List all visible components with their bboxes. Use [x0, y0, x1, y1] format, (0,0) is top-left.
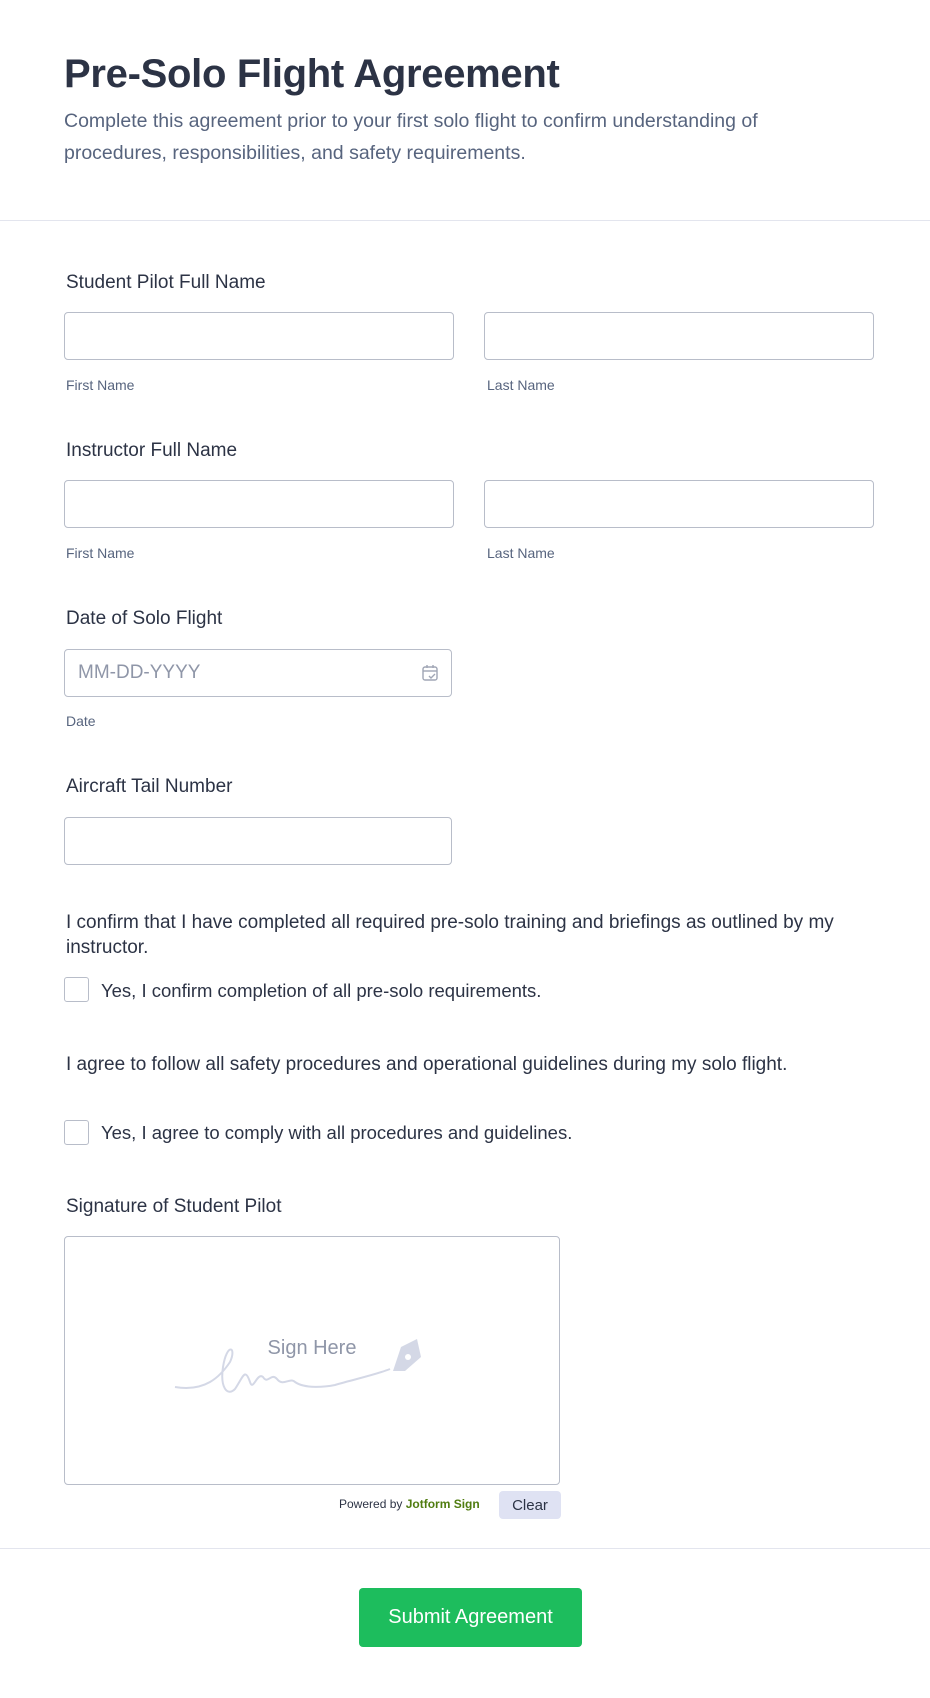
jotform-sign-link[interactable]: Jotform Sign [405, 1497, 480, 1511]
agree-safety-question: I agree to follow all safety procedures and operational guidelines during my solo flight. [66, 1054, 788, 1075]
solo-date-sublabel: Date [66, 713, 96, 729]
page-subtitle: Complete this agreement prior to your first solo flight to confirm understanding of procedures, responsibilities, and safety requirements. [64, 110, 758, 164]
student-first-name-sublabel: First Name [66, 377, 135, 393]
clear-signature-button[interactable]: Clear [499, 1491, 561, 1519]
instructor-first-name-input[interactable] [64, 480, 454, 528]
instructor-last-name-sublabel: Last Name [487, 545, 555, 561]
solo-date-label: Date of Solo Flight [66, 608, 223, 629]
instructor-last-name-input[interactable] [484, 480, 874, 528]
submit-button[interactable]: Submit Agreement [359, 1588, 582, 1647]
instructor-name-label: Instructor Full Name [66, 440, 238, 461]
tail-number-input[interactable] [64, 817, 452, 865]
instructor-first-name-sublabel: First Name [66, 545, 135, 561]
solo-date-placeholder: MM-DD-YYYY [78, 662, 201, 683]
sign-here-placeholder: Sign Here [267, 1337, 357, 1359]
page-title: Pre-Solo Flight Agreement [64, 52, 560, 96]
footer-divider [0, 1548, 930, 1549]
calendar-icon[interactable] [421, 664, 439, 682]
confirm-training-option[interactable]: Yes, I confirm completion of all pre-solo requirements. [101, 980, 542, 1001]
signature-label: Signature of Student Pilot [66, 1196, 282, 1217]
agree-safety-checkbox[interactable] [64, 1120, 89, 1145]
student-last-name-sublabel: Last Name [487, 377, 555, 393]
agree-safety-option[interactable]: Yes, I agree to comply with all procedures and guidelines. [101, 1122, 573, 1143]
solo-date-input[interactable] [64, 649, 452, 697]
student-last-name-input[interactable] [484, 312, 874, 360]
header-divider [0, 220, 930, 221]
signature-scribble-icon [165, 1327, 465, 1407]
powered-by: Powered by Jotform Sign [339, 1497, 480, 1511]
tail-number-label: Aircraft Tail Number [66, 776, 233, 797]
student-name-label: Student Pilot Full Name [66, 272, 266, 293]
signature-pad[interactable] [64, 1236, 560, 1485]
confirm-training-checkbox[interactable] [64, 977, 89, 1002]
student-first-name-input[interactable] [64, 312, 454, 360]
confirm-training-question: I confirm that I have completed all required pre-solo training and briefings as outlined by my instructor. [66, 912, 834, 958]
